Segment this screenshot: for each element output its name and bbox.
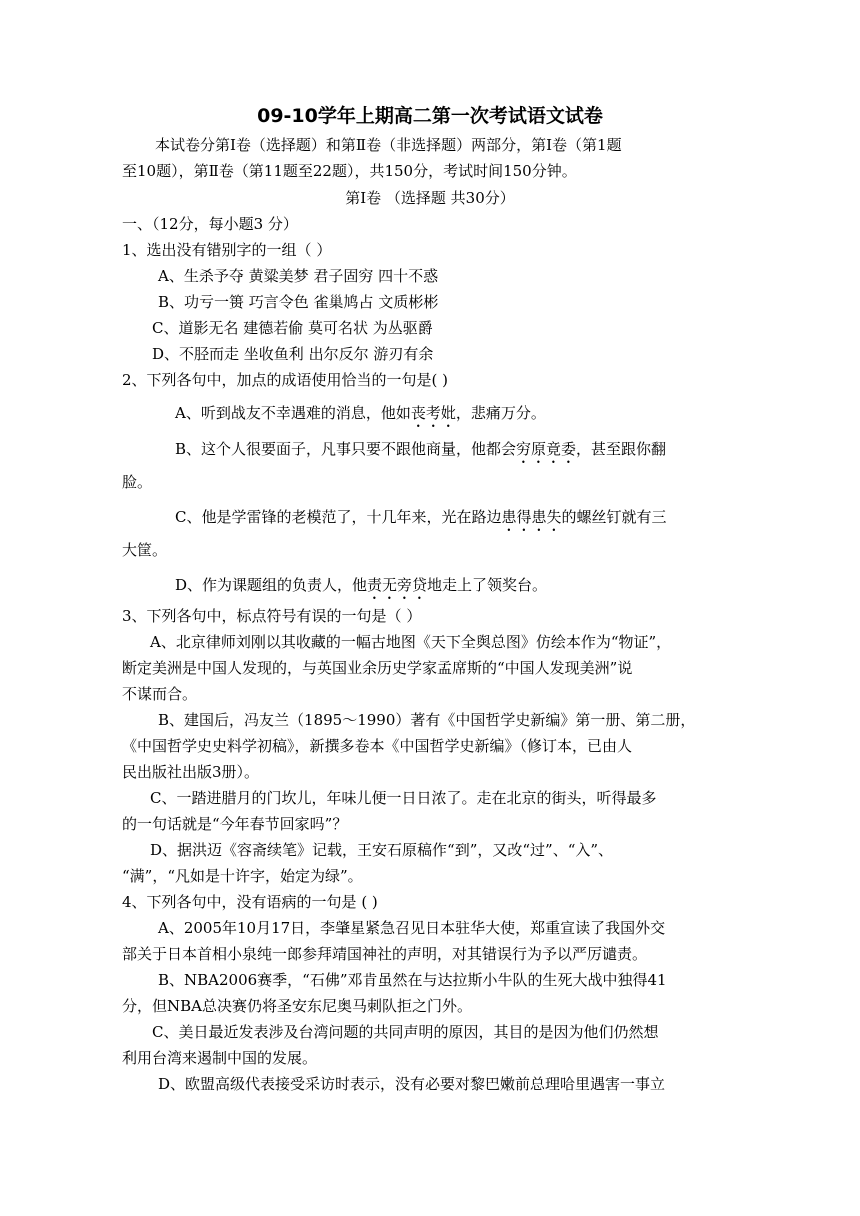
question-3-stem: 3、下列各句中，标点符号有误的一句是（ ） [122, 607, 422, 625]
question-4-line: 分，但NBA总决赛仍将圣安东尼奥马刺队拒之门外。 [122, 997, 472, 1015]
question-3-line: 不谋而合。 [122, 685, 198, 703]
question-3-line: 《中国哲学史史料学初稿》，新撰多卷本《中国哲学史新编》（修订本，已由人 [122, 737, 633, 755]
question-2-option-c [175, 508, 667, 535]
question-3-line: 断定美洲是中国人发现的，与英国业余历史学家孟席斯的“中国人发现美洲”说 [122, 659, 633, 677]
question-2-option-a [175, 404, 546, 431]
question-3-line: 的一句话就是“今年春节回家吗”？ [122, 815, 348, 833]
question-2-option-c-cont: 大筐。 [122, 541, 168, 559]
option-text: 地走上了领奖台。 [427, 576, 548, 594]
question-1-option-d: D、不胫而走 坐收鱼利 出尔反尔 游刃有余 [152, 345, 434, 363]
question-4-line: C、美日最近发表涉及台湾问题的共同声明的原因，其目的是因为他们仍然想 [152, 1023, 659, 1041]
question-3-line: 民出版社出版3册）。 [122, 763, 260, 781]
question-2-option-b-cont: 脸。 [122, 473, 153, 491]
option-text: C、他是学雷锋的老模范了，十几年来，光在路边 [175, 508, 502, 526]
question-4-line: 利用台湾来遏制中国的发展。 [122, 1049, 318, 1067]
question-3-line: “满”，“凡如是十许字，始定为绿”。 [122, 867, 363, 885]
dotted-idiom: 穷原竟委 [516, 440, 577, 458]
question-3-line: B、建国后，冯友兰（1895～1990）著有《中国哲学史新编》第一册、第二册， [158, 711, 696, 729]
option-text: ，甚至跟你翻 [576, 440, 667, 458]
section-heading: 一、（12分，每小题3 分） [122, 215, 298, 233]
question-4-line: A、2005年10月17日，李肇星紧急召见日本驻华大使，郑重宣读了我国外交 [158, 919, 666, 937]
question-2-option-b [175, 440, 666, 467]
question-1-stem: 1、选出没有错别字的一组（ ） [122, 241, 332, 259]
question-3-line: D、据洪迈《容斋续笔》记载，王安石原稿作“到”，又改“过”、“入”、 [150, 841, 614, 859]
intro-line: 至10题），第Ⅱ卷（第11题至22题），共150分，考试时间150分钟。 [122, 162, 577, 180]
option-text: 的螺丝钉就有三 [561, 508, 667, 526]
option-text: A、听到战友不幸遇难的消息，他如 [175, 404, 411, 422]
question-1-option-a: A、生杀予夺 黄粱美梦 君子固穷 四十不惑 [158, 267, 439, 285]
intro-line: 本试卷分第Ⅰ卷（选择题）和第Ⅱ卷（非选择题）两部分，第Ⅰ卷（第1题 [155, 136, 622, 154]
question-4-line: B、NBA2006赛季，“石佛”邓肯虽然在与达拉斯小牛队的生死大战中独得41 [158, 971, 667, 989]
dotted-idiom: 责无旁贷 [367, 576, 428, 594]
question-4-stem: 4、下列各句中，没有语病的一句是 ( ) [122, 893, 378, 911]
question-4-line: 部关于日本首相小泉纯一郎参拜靖国神社的声明，对其错误行为予以严厉谴责。 [122, 945, 648, 963]
question-1-option-b: B、功亏一篑 巧言令色 雀巢鸠占 文质彬彬 [158, 293, 439, 311]
option-text: D、作为课题组的负责人，他 [175, 576, 368, 594]
question-1-option-c: C、道影无名 建德若偷 莫可名状 为丛驱爵 [152, 319, 433, 337]
dotted-idiom: 患得患失 [501, 508, 562, 526]
exam-title: 09-10学年上期高二第一次考试语文试卷 [257, 105, 603, 127]
dotted-idiom: 丧考妣 [410, 404, 456, 422]
question-2-option-d [175, 576, 547, 603]
question-3-line: A、北京律师刘刚以其收藏的一幅古地图《天下全舆总图》仿绘本作为“物证”， [150, 633, 672, 651]
option-text: B、这个人很要面子，凡事只要不跟他商量，他都会 [175, 440, 517, 458]
part1-heading: 第Ⅰ卷 （选择题 共30分） [345, 189, 515, 207]
question-4-line: D、欧盟高级代表接受采访时表示，没有必要对黎巴嫩前总理哈里遇害一事立 [158, 1075, 666, 1093]
question-2-stem: 2、下列各句中，加点的成语使用恰当的一句是( ) [122, 371, 449, 389]
question-3-line: C、一踏进腊月的门坎儿，年味儿便一日日浓了。走在北京的街头，听得最多 [150, 789, 657, 807]
option-text: ，悲痛万分。 [455, 404, 546, 422]
